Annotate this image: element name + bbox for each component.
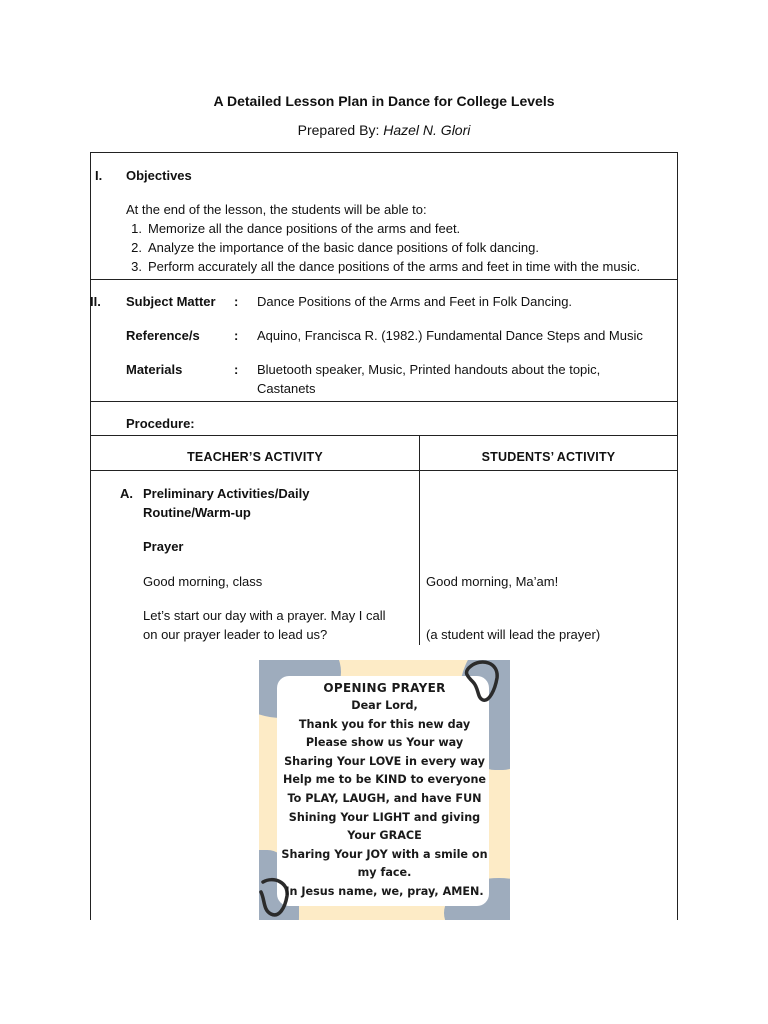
teacher-prayer-line2: on our prayer leader to lead us? [143,627,328,642]
list-text: Perform accurately all the dance positions of the arms and feet in time with the music. [148,259,641,274]
reference-label: Reference/s [126,328,200,343]
section-title-line1: Preliminary Activities/Daily [143,486,310,501]
prayer-line: Dear Lord, [351,699,418,712]
list-text: Memorize all the dance positions of the arms and feet. [148,221,461,236]
list-text: Analyze the importance of the basic dance positions of folk dancing. [148,240,539,255]
reference-value: Aquino, Francisca R. (1982.) Fundamental Dance Steps and Music [257,328,643,343]
reference-colon: : [234,328,239,343]
list-item [122,220,682,239]
list-number: 1. [131,221,142,236]
row-divider-subject [90,401,678,402]
students-activity-header: STUDENTS’ ACTIVITY [481,450,616,464]
student-greeting: Good morning, Ma’am! [426,574,559,589]
prayer-line: Help me to be KIND to everyone [282,773,487,787]
prayer-card-text [259,697,510,902]
prayer-line: Sharing Your JOY with a smile on [281,847,488,861]
procedure-heading: Procedure: [126,416,195,431]
prayer-line: Please show us Your way [305,736,464,750]
section-title-line2: Routine/Warm-up [143,505,251,520]
list-item [122,258,682,277]
materials-value-continued: Castanets [257,381,316,396]
author-name: Hazel N. Glori [383,122,471,138]
table-border-top [90,152,678,153]
prepared-label: Prepared By: [297,122,384,138]
subject-matter-label: Subject Matter [126,294,216,309]
table-border-left [90,152,91,920]
prayer-line: Thank you for this new day [298,717,471,731]
section-letter: A. [120,486,133,501]
prayer-line: my face. [357,866,412,880]
row-divider-objectives [90,279,678,280]
prayer-line: To PLAY, LAUGH, and have FUN [287,791,482,805]
column-divider [419,435,420,645]
materials-label: Materials [126,362,183,377]
subject-numeral: II. [90,294,101,309]
prayer-line: Your GRACE [347,829,422,843]
row-divider-activity-header [90,470,678,471]
subject-matter-colon: : [234,294,239,309]
list-item [122,239,682,258]
objectives-list [122,220,682,277]
teacher-activity-header: TEACHER’S ACTIVITY [187,450,323,464]
list-number: 2. [131,240,142,255]
student-prayer-response: (a student will lead the prayer) [426,627,601,642]
materials-value: Bluetooth speaker, Music, Printed handouts about the topic, [257,362,601,377]
teacher-prayer-line1: Let’s start our day with a prayer. May I call [143,608,386,623]
teacher-greeting: Good morning, class [143,574,263,589]
objectives-numeral: I. [95,168,103,183]
subject-matter-value: Dance Positions of the Arms and Feet in Folk Dancing. [257,294,573,309]
prayer-line: Sharing Your LOVE in every way [284,754,485,768]
prayer-line: Shining Your LIGHT and giving [288,810,481,824]
opening-prayer-card [259,660,510,920]
prayer-card-title: OPENING PRAYER [323,681,446,695]
prepared-by [0,122,768,138]
document-title: A Detailed Lesson Plan in Dance for College Levels [213,93,555,109]
row-divider-procedure [90,435,678,436]
materials-colon: : [234,362,239,377]
list-number: 3. [131,259,142,274]
prayer-line: In Jesus name, we, pray, AMEN. [285,884,484,898]
objectives-intro: At the end of the lesson, the students will be able to: [126,202,427,217]
objectives-heading: Objectives [126,168,192,183]
prayer-heading: Prayer [143,539,184,554]
